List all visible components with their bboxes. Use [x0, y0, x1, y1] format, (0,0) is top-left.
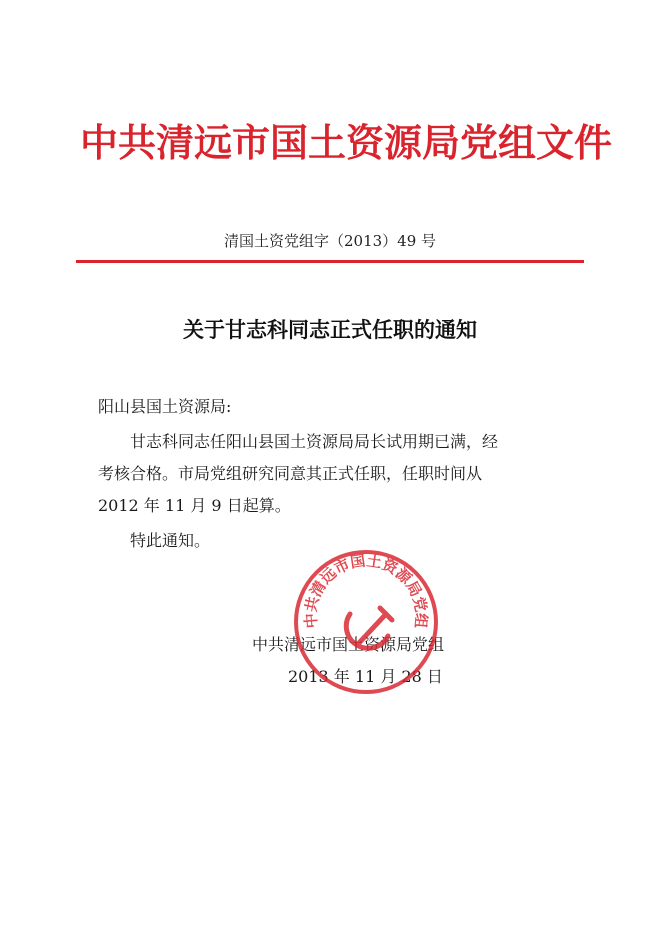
notice-title: 关于甘志科同志正式任职的通知 [183, 317, 477, 342]
notice-body [98, 426, 548, 522]
signature-organization: 中共清远市国土资源局党组 [252, 635, 445, 654]
header-divider-rule [76, 260, 584, 263]
document-number: 清国土资党组字（2013）49 号 [223, 232, 437, 250]
body-line: 2012 年 11 月 9 日起算。 [98, 496, 291, 515]
body-line: 考核合格。市局党组研究同意其正式任职，任职时间从 [98, 464, 483, 483]
notice-closing: 特此通知。 [130, 531, 211, 550]
official-seal-icon [292, 548, 440, 696]
body-line: 甘志科同志任阳山县国土资源局局长试用期已满，经 [130, 432, 499, 451]
notice-addressee: 阳山县国土资源局: [98, 397, 232, 416]
document-header-title: 中共清远市国土资源局党组文件 [80, 120, 613, 165]
signature-date: 2013 年 11 月 28 日 [288, 667, 443, 686]
hammer-sickle-icon [346, 608, 392, 648]
seal-text: 中共清远市国土资源局党组 [301, 551, 431, 629]
